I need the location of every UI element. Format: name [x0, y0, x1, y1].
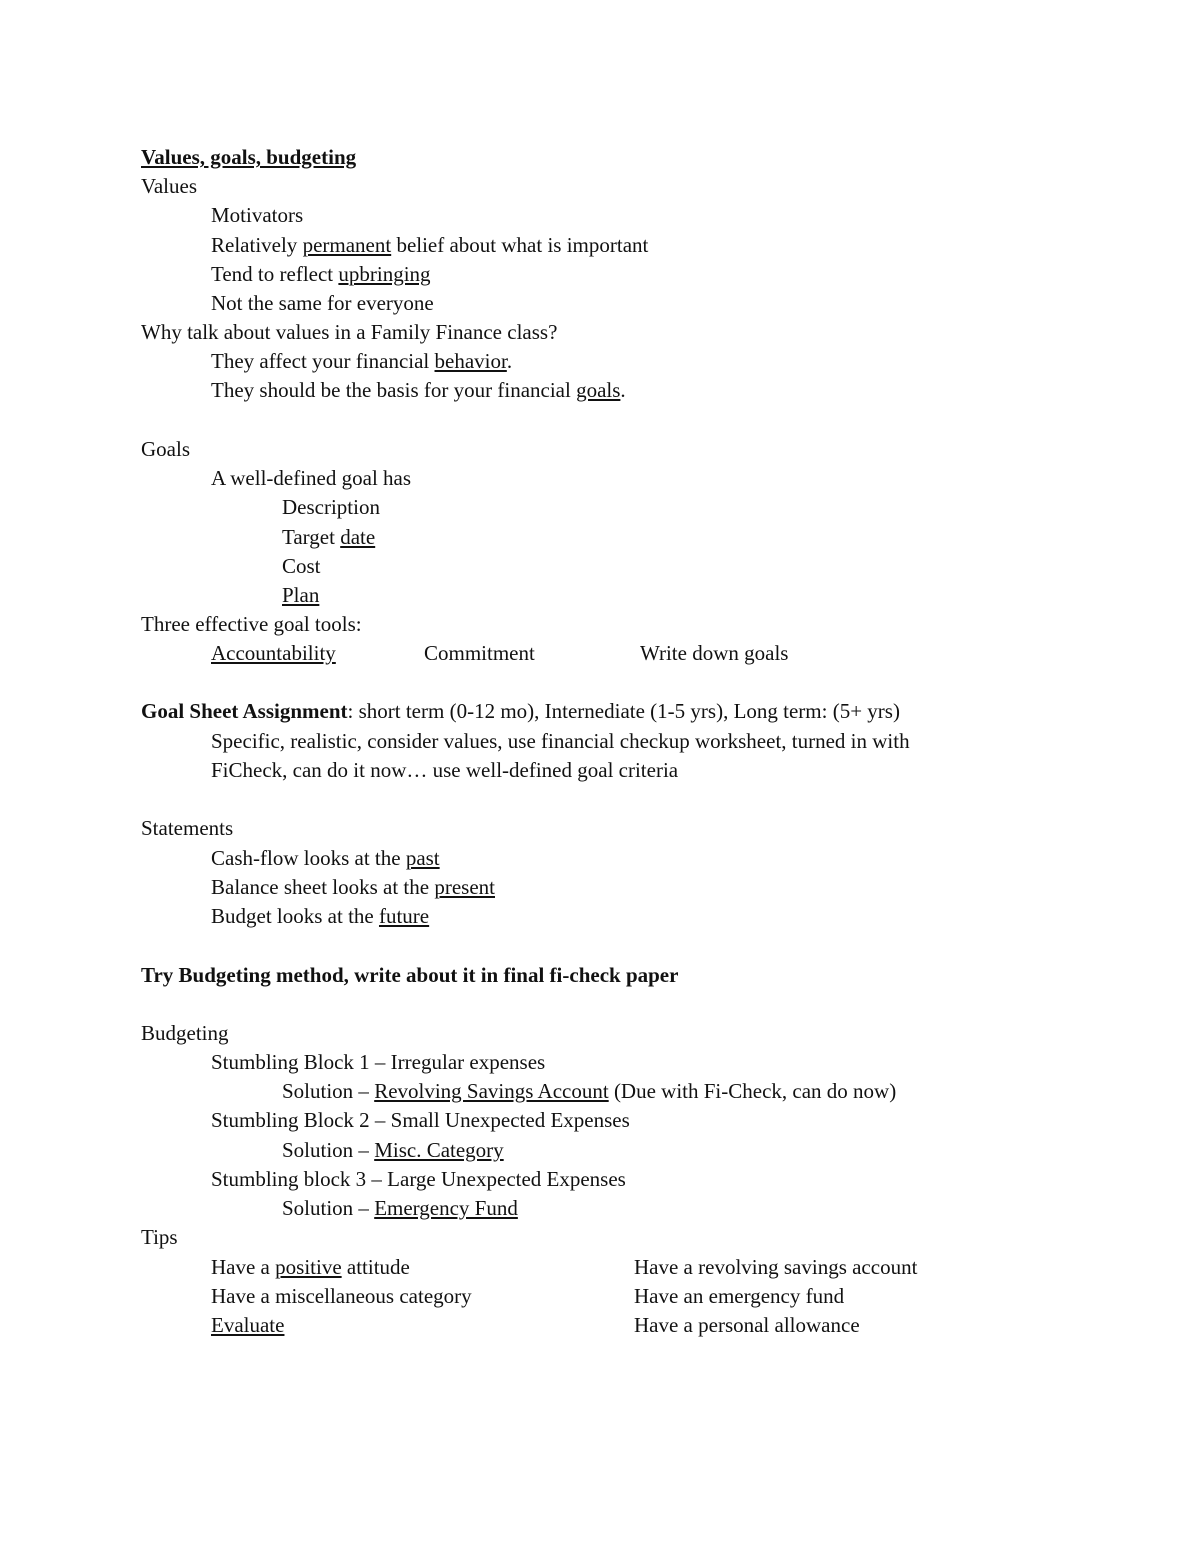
goal-criterion-cost: Cost [282, 554, 321, 578]
goals-intro: A well-defined goal has [211, 466, 412, 490]
values-why-behavior: They affect your financial behavior. [211, 349, 513, 373]
goals-heading: Goals [141, 437, 190, 461]
stumbling-block-3: Stumbling block 3 – Large Unexpected Expenses [211, 1167, 626, 1191]
tip-positive-attitude: Have a positive attitude [211, 1255, 410, 1279]
goal-sheet-line-2: Specific, realistic, consider values, use financial checkup worksheet, turned in with [211, 729, 910, 753]
try-budgeting-heading: Try Budgeting method, write about it in final fi-check paper [141, 963, 679, 987]
goal-tool-commitment: Commitment [424, 641, 535, 665]
solution-3: Solution – Emergency Fund [282, 1196, 518, 1220]
values-item-motivators: Motivators [211, 203, 304, 227]
solution-1: Solution – Revolving Savings Account (Due with Fi-Check, can do now) [282, 1079, 897, 1103]
values-why-question: Why talk about values in a Family Finance class? [141, 320, 558, 344]
tips-heading: Tips [141, 1225, 178, 1249]
document-title: Values, goals, budgeting [141, 145, 357, 169]
values-item-upbringing: Tend to reflect upbringing [211, 262, 431, 286]
goal-sheet-assignment: Goal Sheet Assignment: short term (0-12 mo), Internediate (1-5 yrs), Long term: (5+ yrs) [141, 699, 900, 723]
goal-tool-write-down: Write down goals [640, 641, 789, 665]
tip-revolving-savings: Have a revolving savings account [634, 1255, 918, 1279]
goal-sheet-line-3: FiCheck, can do it now… use well-defined goal criteria [211, 758, 679, 782]
goal-tool-accountability: Accountability [211, 641, 336, 665]
tip-personal-allowance: Have a personal allowance [634, 1313, 860, 1337]
tip-misc-category: Have a miscellaneous category [211, 1284, 472, 1308]
statement-balance-sheet: Balance sheet looks at the present [211, 875, 495, 899]
goal-criterion-target-date: Target date [282, 525, 376, 549]
goal-criterion-description: Description [282, 495, 380, 519]
budgeting-heading: Budgeting [141, 1021, 229, 1045]
statements-heading: Statements [141, 816, 234, 840]
solution-2: Solution – Misc. Category [282, 1138, 504, 1162]
values-heading: Values [141, 174, 197, 198]
goal-tools-heading: Three effective goal tools: [141, 612, 362, 636]
stumbling-block-1: Stumbling Block 1 – Irregular expenses [211, 1050, 546, 1074]
values-item-not-same: Not the same for everyone [211, 291, 434, 315]
statement-budget: Budget looks at the future [211, 904, 430, 928]
tip-emergency-fund: Have an emergency fund [634, 1284, 845, 1308]
values-why-goals: They should be the basis for your financial goals. [211, 378, 626, 402]
statement-cash-flow: Cash-flow looks at the past [211, 846, 440, 870]
tip-evaluate: Evaluate [211, 1313, 285, 1337]
values-item-permanent: Relatively permanent belief about what is important [211, 233, 649, 257]
goal-criterion-plan: Plan [282, 583, 320, 607]
stumbling-block-2: Stumbling Block 2 – Small Unexpected Expenses [211, 1108, 630, 1132]
